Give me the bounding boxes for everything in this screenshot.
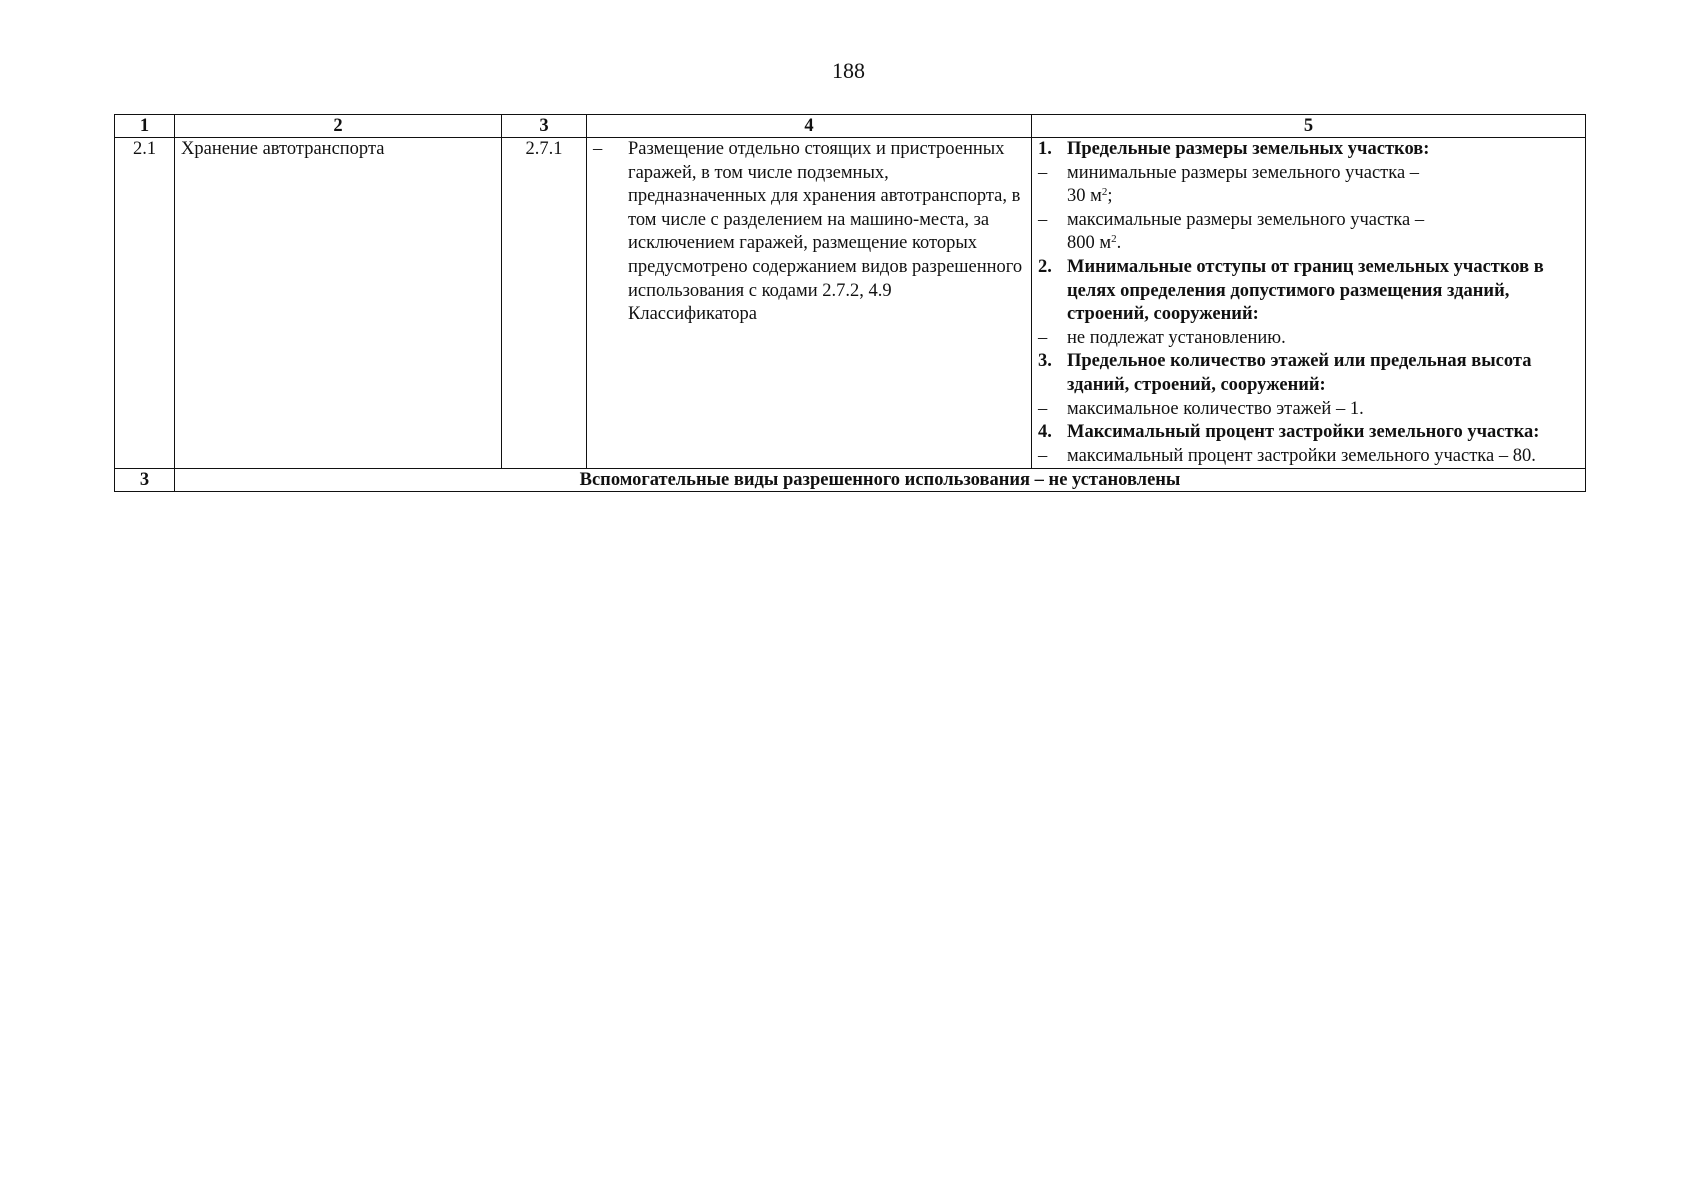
param-number-2: 2. <box>1038 256 1052 277</box>
param-item-end: ; <box>1107 186 1113 207</box>
description-text: Размещение отдельно стоящих и пристроенных гаражей, в том числе подземных, предназначенных для хранения автотранспорта, в том числе с разделением на машино-места, за исключением гаражей, размещение которых предусмотрено содержанием видов разрешенного использования с кодами 2.7.2, 4.9 Классификатора <box>628 139 1023 325</box>
param-heading-2 <box>1038 256 1579 327</box>
param-item-text <box>1067 209 1579 256</box>
footer-number: 3 <box>115 469 175 492</box>
header-cell-2: 2 <box>175 115 502 138</box>
param-item-text: максимальный процент застройки земельного участка – 80. <box>1067 445 1536 466</box>
param-item-label: максимальные размеры земельного участка – <box>1067 209 1425 230</box>
param-item-value: 800 м <box>1067 233 1112 254</box>
row-number: 2.1 <box>115 138 175 469</box>
param-heading-4 <box>1038 421 1579 445</box>
param-dash: – <box>1038 162 1048 183</box>
param-dash: – <box>1038 209 1048 230</box>
param-heading-text-1: Предельные размеры земельных участков: <box>1067 139 1430 159</box>
param-item-sup: 2 <box>1111 233 1117 246</box>
param-number-4: 4. <box>1038 422 1052 443</box>
param-heading-text-4: Максимальный процент застройки земельного участка: <box>1067 422 1540 443</box>
param-item <box>1038 445 1579 469</box>
parameters-cell <box>1032 138 1586 469</box>
table-header-row <box>115 115 1586 138</box>
param-item-label: минимальные размеры земельного участка – <box>1067 162 1420 183</box>
zoning-table <box>114 114 1586 492</box>
param-dash: – <box>1038 398 1048 419</box>
param-item-sup: 2 <box>1101 186 1108 199</box>
param-item-text: максимальное количество этажей – 1. <box>1067 398 1364 419</box>
footer-text: Вспомогательные виды разрешенного использования – не установлены <box>175 469 1586 492</box>
table-footer-row <box>115 469 1586 492</box>
param-heading-1 <box>1038 138 1579 162</box>
param-item <box>1038 162 1579 209</box>
header-cell-3: 3 <box>502 115 587 138</box>
use-description-cell <box>587 138 1032 469</box>
param-number-1: 1. <box>1038 139 1052 159</box>
param-heading-text-2: Минимальные отступы от границ земельных участков в целях определения допустимого размещения зданий, строений, сооружений: <box>1067 256 1544 325</box>
param-item-text: не подлежат установлению. <box>1067 327 1286 348</box>
description-item <box>593 138 1025 327</box>
param-heading-3 <box>1038 350 1579 397</box>
page-number: 188 <box>832 58 865 83</box>
header-cell-4: 4 <box>587 115 1032 138</box>
param-item <box>1038 398 1579 422</box>
description-dash: – <box>593 139 603 159</box>
header-cell-5: 5 <box>1032 115 1586 138</box>
param-item-end: . <box>1116 233 1122 254</box>
param-dash: – <box>1038 327 1048 348</box>
param-heading-text-3: Предельное количество этажей или предельная высота зданий, строений, сооружений: <box>1067 351 1532 395</box>
use-name: Хранение автотранспорта <box>175 138 502 469</box>
param-item-value: 30 м <box>1067 186 1102 207</box>
param-dash: – <box>1038 445 1048 466</box>
param-item <box>1038 209 1579 256</box>
param-item <box>1038 327 1579 351</box>
param-number-3: 3. <box>1038 351 1052 372</box>
use-code: 2.7.1 <box>502 138 587 469</box>
table-row <box>115 138 1586 469</box>
param-item-text <box>1067 162 1579 209</box>
header-cell-1: 1 <box>115 115 175 138</box>
